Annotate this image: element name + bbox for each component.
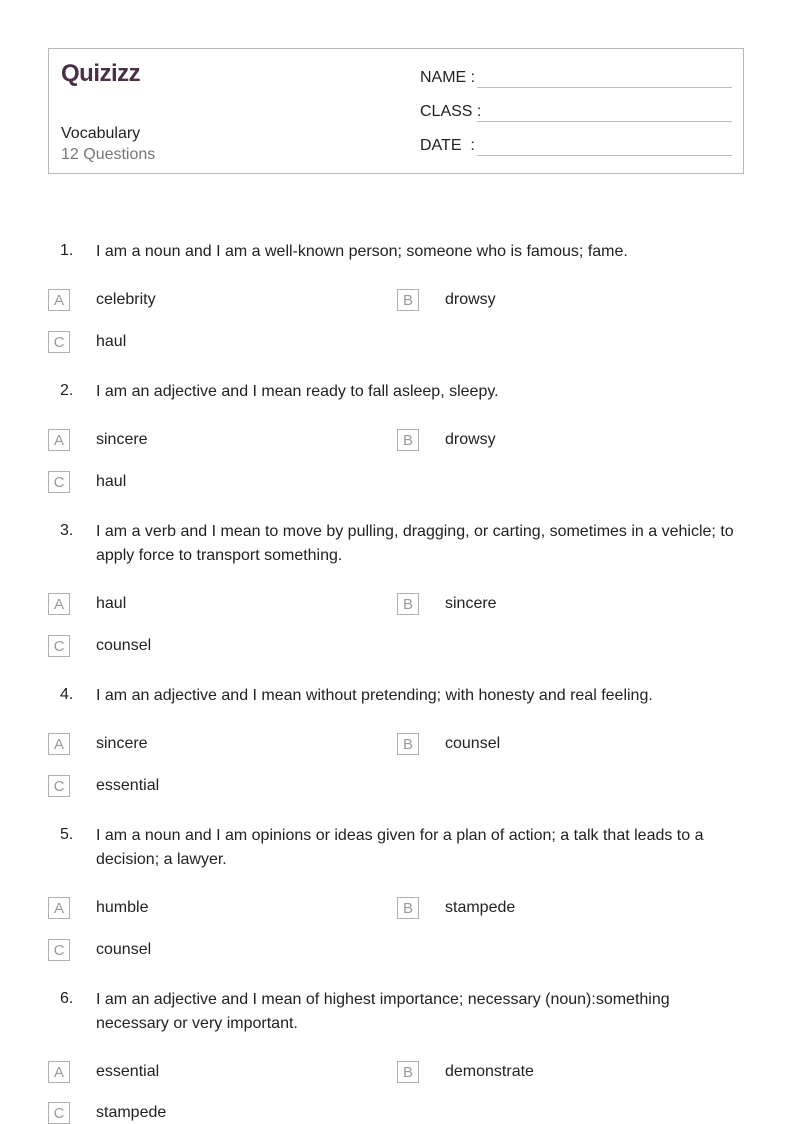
option-a-text: celebrity — [96, 291, 156, 308]
option-a-text: haul — [96, 595, 127, 612]
date-label: DATE : — [420, 137, 475, 154]
question-number: 4. — [60, 686, 74, 703]
question-number: 5. — [60, 826, 74, 843]
option-c-text: stampede — [96, 1104, 167, 1121]
option-b-box[interactable]: B — [397, 289, 419, 311]
option-a-text: humble — [96, 899, 149, 916]
option-a-box[interactable]: A — [48, 289, 70, 311]
option-b-box[interactable]: B — [397, 897, 419, 919]
name-line[interactable] — [477, 87, 732, 88]
question-text: I am an adjective and I mean without pretending; with honesty and real feeling. — [96, 687, 653, 704]
question-count: 12 Questions — [61, 146, 156, 163]
question-text: I am an adjective and I mean of highest importance; necessary (noun):something necessary or very important. — [96, 991, 670, 1032]
quizizz-logo — [61, 59, 153, 87]
option-a-box[interactable]: A — [48, 593, 70, 615]
class-line[interactable] — [477, 121, 732, 122]
question-text: I am a verb and I mean to move by pulling, dragging, or carting, sometimes in a vehicle; to apply force to transport something. — [96, 523, 734, 564]
option-c-text: haul — [96, 473, 127, 490]
option-c-box[interactable]: C — [48, 939, 70, 961]
worksheet-title: Vocabulary — [61, 125, 141, 142]
question-number: 2. — [60, 382, 74, 399]
option-c-box[interactable]: C — [48, 331, 70, 353]
option-c-box[interactable]: C — [48, 1102, 70, 1124]
option-a-text: essential — [96, 1063, 160, 1080]
option-a-box[interactable]: A — [48, 733, 70, 755]
option-b-box[interactable]: B — [397, 593, 419, 615]
option-a-text: sincere — [96, 735, 148, 752]
option-b-text: stampede — [445, 899, 516, 916]
svg-text:Quizizz: Quizizz — [61, 60, 141, 87]
option-c-text: counsel — [96, 941, 152, 958]
question-number: 6. — [60, 990, 74, 1007]
option-a-text: sincere — [96, 431, 148, 448]
option-b-text: sincere — [445, 595, 497, 612]
option-a-box[interactable]: A — [48, 897, 70, 919]
option-c-box[interactable]: C — [48, 775, 70, 797]
option-c-text: essential — [96, 777, 160, 794]
option-b-box[interactable]: B — [397, 429, 419, 451]
option-c-box[interactable]: C — [48, 635, 70, 657]
date-line[interactable] — [477, 155, 732, 156]
class-label: CLASS : — [420, 103, 482, 120]
worksheet-header — [48, 48, 744, 174]
question-text: I am a noun and I am opinions or ideas given for a plan of action; a talk that leads to a decision; a lawyer. — [96, 827, 704, 868]
option-a-box[interactable]: A — [48, 1061, 70, 1083]
question-text: I am an adjective and I mean ready to fall asleep, sleepy. — [96, 383, 499, 400]
option-c-box[interactable]: C — [48, 471, 70, 493]
option-c-text: haul — [96, 333, 127, 350]
option-b-text: counsel — [445, 735, 501, 752]
question-number: 1. — [60, 242, 74, 259]
question-text: I am a noun and I am a well-known person; someone who is famous; fame. — [96, 243, 628, 260]
question-number: 3. — [60, 522, 74, 539]
option-b-text: drowsy — [445, 291, 496, 308]
name-label: NAME : — [420, 69, 476, 86]
option-b-box[interactable]: B — [397, 1061, 419, 1083]
option-a-box[interactable]: A — [48, 429, 70, 451]
option-c-text: counsel — [96, 637, 152, 654]
option-b-text: demonstrate — [445, 1063, 534, 1080]
option-b-box[interactable]: B — [397, 733, 419, 755]
option-b-text: drowsy — [445, 431, 496, 448]
